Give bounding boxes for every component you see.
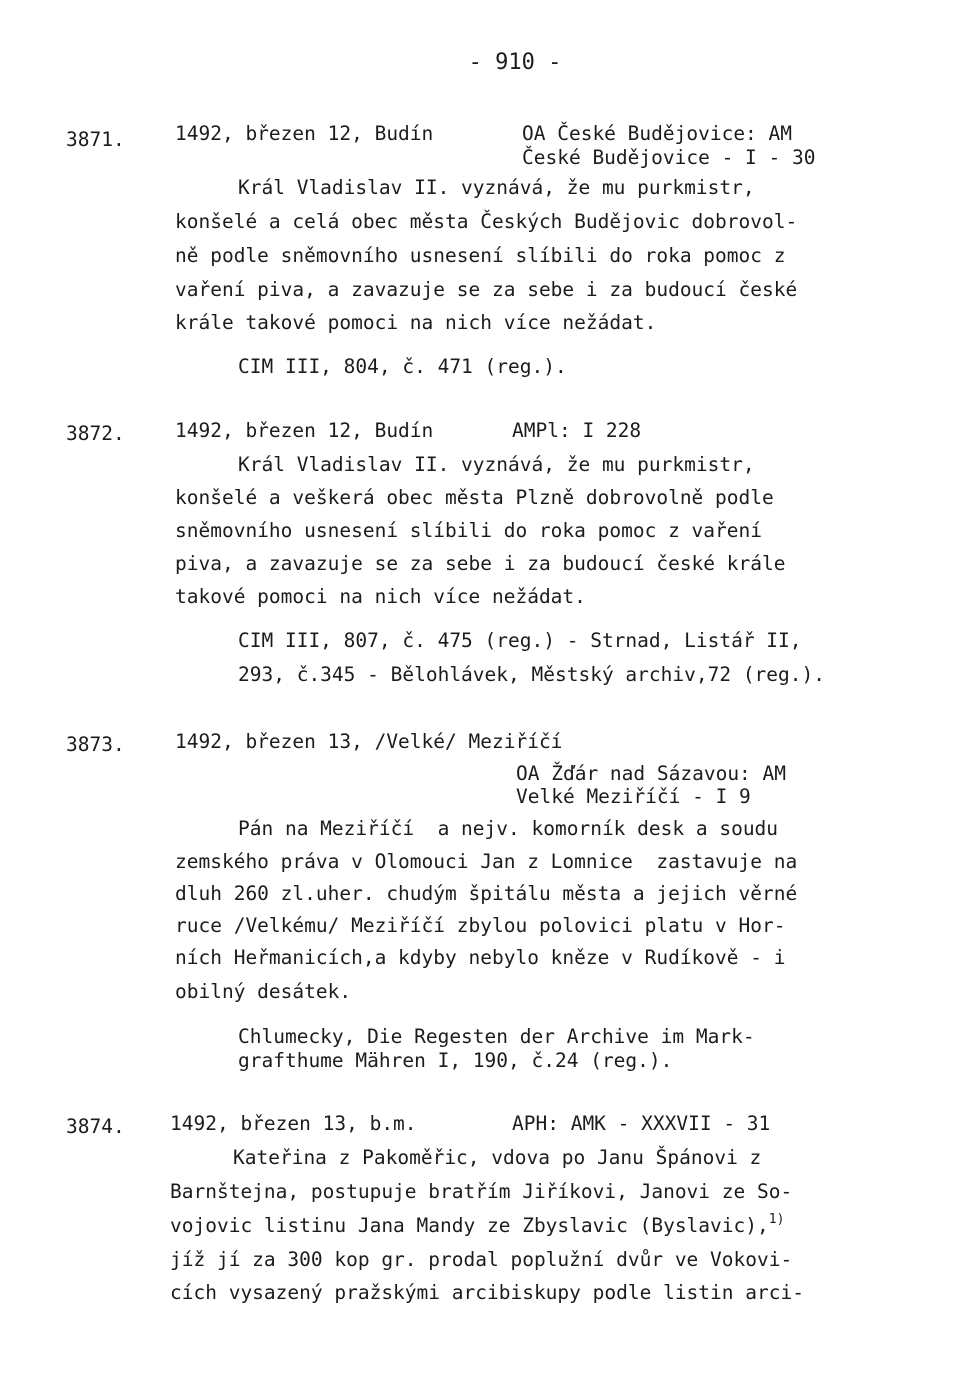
entry-body-line: ruce /Velkému/ Meziříčí zbylou polovici platu v Hor-: [175, 914, 786, 937]
entry-body-line: Barnštejna, postupuje bratřím Jiříkovi, Janovi ze So-: [170, 1180, 793, 1203]
entry-reference: CIM III, 807, č. 475 (reg.) - Strnad, Listář II,: [238, 629, 802, 652]
entry-body-line: Pán na Meziříčí a nejv. komorník desk a soudu: [238, 817, 779, 840]
entry-header: 1492, březen 13, /Velké/ Meziříčí: [175, 730, 563, 753]
entry-body-line: cích vysazený pražskými arcibiskupy podle listin arci-: [170, 1281, 804, 1304]
entry-reference: grafthume Mähren I, 190, č.24 (reg.).: [238, 1049, 673, 1072]
entry-number: 3872.: [66, 422, 125, 445]
entry-body-line: zemského práva v Olomouci Jan z Lomnice zastavuje na: [175, 850, 798, 873]
entry-number: 3873.: [66, 733, 125, 756]
entry-body-line: Král Vladislav II. vyznává, že mu purkmistr,: [238, 453, 755, 476]
entry-body-line: ně podle sněmovního usnesení slíbili do roka pomoc z: [175, 244, 786, 267]
entry-reference: 293, č.345 - Bělohlávek, Městský archiv,72 (reg.).: [238, 663, 825, 686]
entry-number: 3874.: [66, 1115, 125, 1138]
entry-source: České Budějovice - I - 30: [522, 146, 816, 169]
entry-source: Velké Meziříčí - I 9: [516, 785, 751, 808]
entry-source: OA Žďár nad Sázavou: AM: [516, 762, 787, 785]
entry-body-line: Král Vladislav II. vyznává, že mu purkmistr,: [238, 176, 755, 199]
entry-header: 1492, březen 12, Budín: [175, 419, 434, 442]
entry-body-line: [170, 1214, 784, 1241]
entry-body-line: piva, a zavazuje se za sebe i za budoucí české krále: [175, 552, 786, 575]
footnote-marker: 1): [768, 1212, 785, 1227]
entry-body-text: vojovic listinu Jana Mandy ze Zbyslavic (Byslavic),: [170, 1214, 769, 1237]
entry-source: OA České Budějovice: AM: [522, 122, 793, 145]
entry-body-line: vaření piva, a zavazuje se za sebe i za budoucí české: [175, 278, 798, 301]
entry-body-line: ních Heřmanicích,a kdyby nebylo kněze v Rudíkově - i: [175, 946, 786, 969]
entry-body-line: sněmovního usnesení slíbili do roka pomoc z vaření: [175, 519, 762, 542]
entry-body-line: jíž jí za 300 kop gr. prodal poplužní dvůr ve Vokovi-: [170, 1248, 793, 1271]
entry-body-line: dluh 260 zl.uher. chudým špitálu města a jejich věrné: [175, 882, 798, 905]
entry-number: 3871.: [66, 128, 125, 151]
entry-body-line: obilný desátek.: [175, 980, 352, 1003]
entry-body-line: konšelé a veškerá obec města Plzně dobrovolně podle: [175, 486, 774, 509]
entry-body-line: konšelé a celá obec města Českých Budějovic dobrovol-: [175, 210, 798, 233]
page-number: - 910 -: [468, 50, 562, 75]
entry-body-line: krále takové pomoci na nich více nežádat.: [175, 311, 657, 334]
entry-reference: CIM III, 804, č. 471 (reg.).: [238, 355, 567, 378]
entry-header: 1492, březen 13, b.m.: [170, 1112, 417, 1135]
entry-reference: Chlumecky, Die Regesten der Archive im Mark-: [238, 1025, 755, 1048]
entry-source: AMPl: I 228: [512, 419, 642, 442]
entry-body-line: takové pomoci na nich více nežádat.: [175, 585, 586, 608]
entry-body-line: Kateřina z Pakoměřic, vdova po Janu Špánovi z: [233, 1146, 762, 1169]
entry-header: 1492, březen 12, Budín: [175, 122, 434, 145]
entry-source: APH: AMK - XXXVII - 31: [512, 1112, 771, 1135]
